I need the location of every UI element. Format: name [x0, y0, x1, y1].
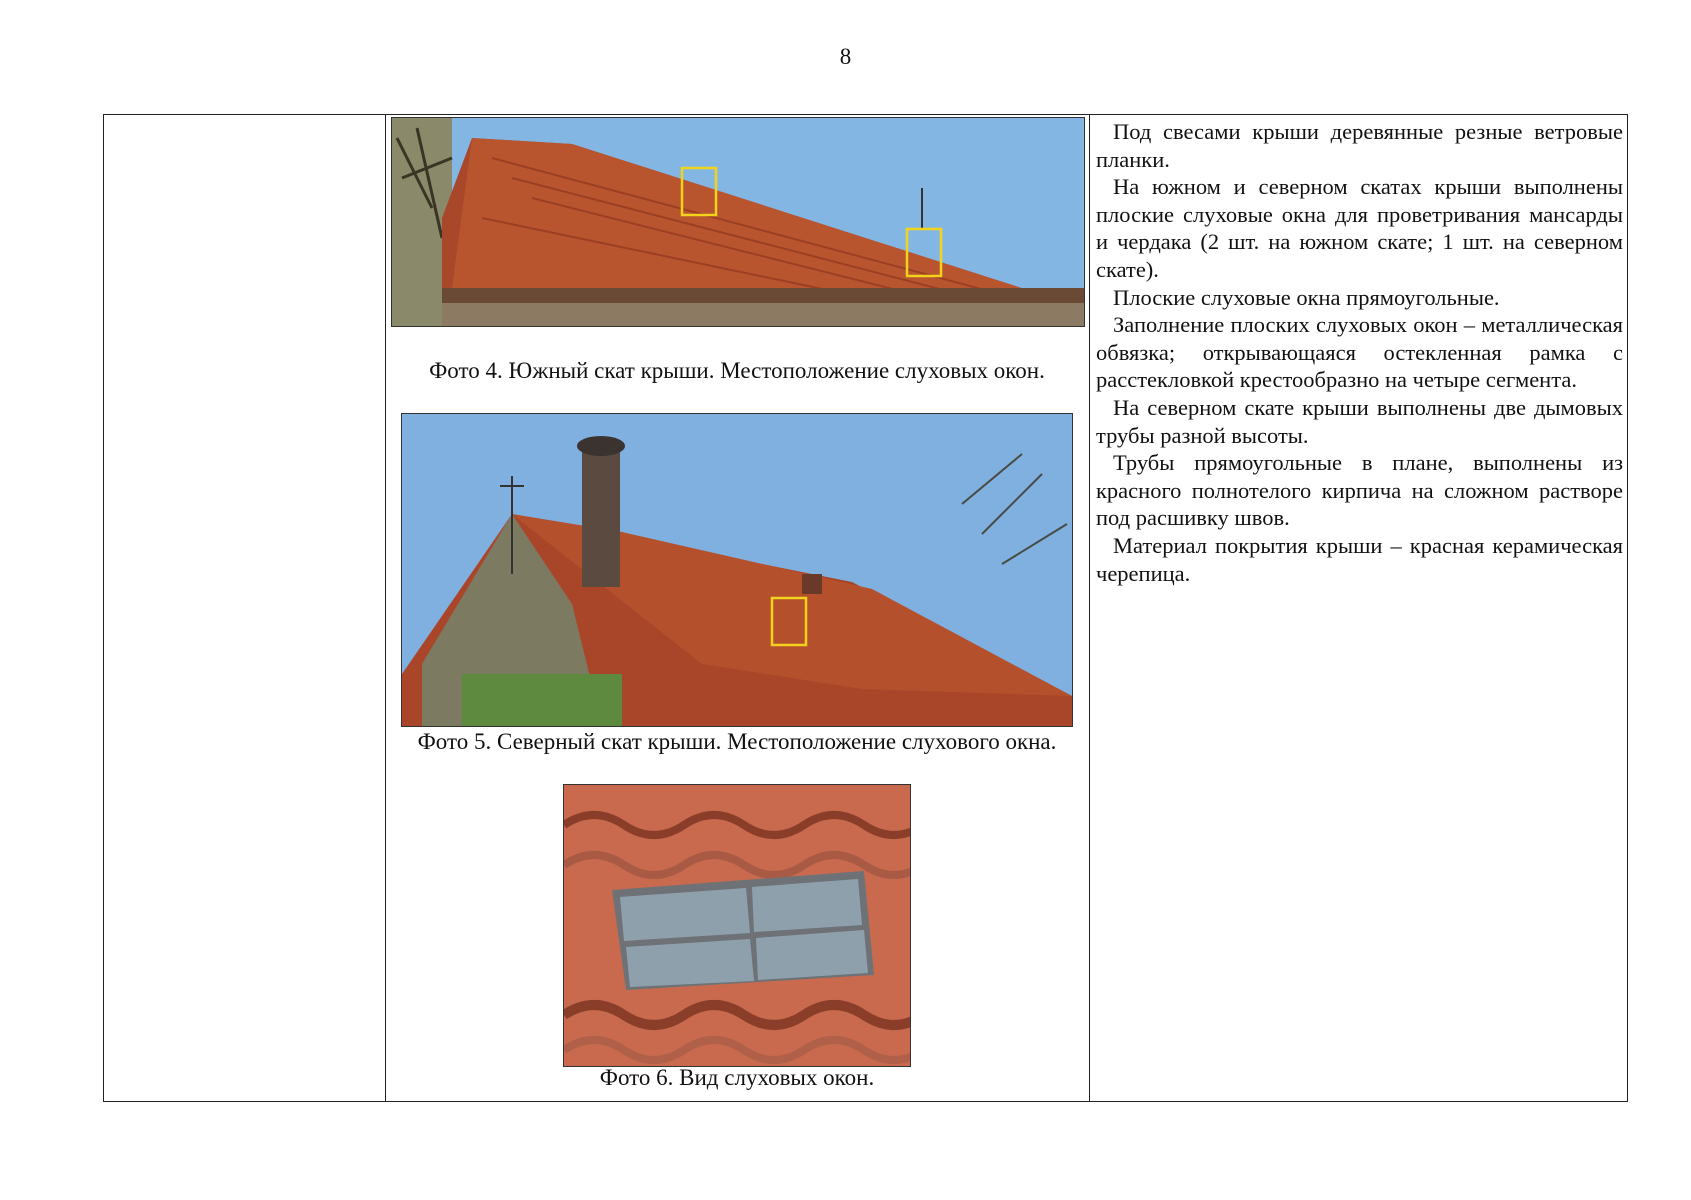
page-number: 8	[839, 44, 852, 69]
caption-photo-6: Фото 6. Вид слуховых окон.	[599, 1065, 875, 1090]
photo-north-roof	[401, 413, 1073, 727]
caption-photo-5: Фото 5. Северный скат крыши. Местоположение слухового окна.	[417, 729, 1057, 754]
description-paragraph: Материал покрытия крыши – красная керамическая черепица.	[1096, 532, 1623, 586]
description-paragraph: На северном скате крыши выполнены две дымовых трубы разной высоты.	[1096, 394, 1623, 448]
description-text	[1096, 118, 1623, 587]
description-paragraph: Трубы прямоугольные в плане, выполнены из красного полнотелого кирпича на сложном растворе под расшивку швов.	[1096, 450, 1623, 531]
content-table	[103, 114, 1628, 1102]
photo-south-roof	[391, 117, 1085, 327]
description-paragraph: Под свесами крыши деревянные резные ветровые планки.	[1096, 119, 1623, 172]
description-paragraph: На южном и северном скатах крыши выполнены плоские слуховые окна для проветривания мансарды и чердака (2 шт. на южном скате; 1 шт. на северном скате).	[1096, 174, 1623, 282]
column-divider-2	[1089, 115, 1090, 1101]
description-paragraph: Заполнение плоских слуховых окон – металлическая обвязка; открывающаяся остекленная рамка с расстекловкой крестообразно на четыре сегмента.	[1096, 312, 1623, 393]
photo-dormer-window	[563, 784, 911, 1067]
caption-photo-4: Фото 4. Южный скат крыши. Местоположение слуховых окон.	[429, 358, 1045, 383]
description-paragraph: Плоские слуховые окна прямоугольные.	[1113, 284, 1500, 310]
column-divider-1	[385, 115, 386, 1101]
